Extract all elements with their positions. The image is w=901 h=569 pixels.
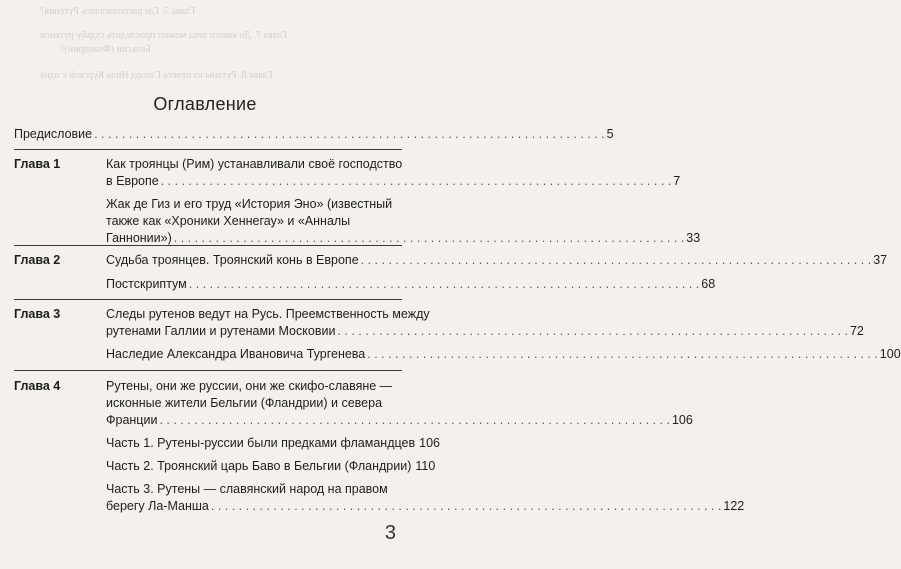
toc-page-number: 68 xyxy=(701,277,716,291)
page-number: 3 xyxy=(384,522,396,544)
toc-page-number: 5 xyxy=(606,127,614,141)
divider xyxy=(14,299,402,300)
toc-entry-text: также как «Хроники Хеннегау» и «Анналы xyxy=(106,214,351,228)
ghost-line: Глава 7. До какого века можно проследить судьбу рутенов xyxy=(40,30,288,41)
leader-dots xyxy=(161,173,672,190)
toc-entry-text: Судьба троянцев. Троянский конь в Европе xyxy=(106,253,359,267)
chapter-label: Глава 3 xyxy=(14,307,61,321)
leader-dots xyxy=(189,276,700,293)
toc-page-number: 7 xyxy=(673,174,681,188)
toc-page-number: 72 xyxy=(849,324,864,338)
toc-page-number: 110 xyxy=(415,459,436,473)
toc-entry-text: Часть 1. Рутены-руссии были предками фламандцев xyxy=(106,436,416,450)
toc-page-number: 33 xyxy=(686,231,701,245)
leader-dots xyxy=(367,346,878,363)
leader-dots xyxy=(211,498,722,515)
chapter-label: Глава 2 xyxy=(14,253,61,267)
toc-entry-text: Часть 2. Троянский царь Баво в Бельгии (Фландрии) xyxy=(106,459,412,473)
toc-page-number: 122 xyxy=(723,499,745,513)
ghost-line: Бельгии (Фландрии)? xyxy=(60,44,152,55)
page-title: Оглавление xyxy=(153,94,257,114)
toc-entry-text: Рутены, они же руссии, они же скифо-славяне — xyxy=(106,379,393,393)
toc-entry-text: берегу Ла-Манша xyxy=(106,499,209,513)
divider xyxy=(14,149,402,150)
toc-page-number: 106 xyxy=(671,413,693,427)
show-through-text xyxy=(0,0,410,80)
toc-page-number: 37 xyxy=(873,253,888,267)
leader-dots xyxy=(337,323,848,340)
divider xyxy=(14,245,402,246)
toc-entry-text: рутенами Галлии и рутенами Московии xyxy=(106,324,336,338)
toc-entry-text: в Европе xyxy=(106,174,159,188)
toc-entry-text: Часть 3. Рутены — славянский народ на правом xyxy=(106,482,388,496)
toc-entry-text: Следы рутенов ведут на Русь. Преемственность между xyxy=(106,307,430,321)
toc-page-number: 106 xyxy=(419,436,440,450)
ghost-line: Глава 5. Где располагалась Рутения? xyxy=(40,6,196,17)
leader-dots xyxy=(361,252,872,269)
toc-entry-text: Как троянцы (Рим) устанавливали своё господство xyxy=(106,157,403,171)
chapter-label: Глава 1 xyxy=(14,157,61,171)
chapter-label: Глава 4 xyxy=(14,379,61,393)
divider xyxy=(14,370,402,371)
toc-entry-text: Наследие Александра Ивановича Тургенева xyxy=(106,347,366,361)
leader-dots xyxy=(94,126,605,143)
toc-entry-text: Франции xyxy=(106,413,158,427)
ghost-line: Глава 8. Рутены из отчета Гэлорд Нила Курской с одна xyxy=(40,70,273,81)
toc-entry-text: Ганнонии») xyxy=(106,231,172,245)
toc-entry-text: Жак де Гиз и его труд «История Эно» (известный xyxy=(106,197,393,211)
leader-dots xyxy=(159,412,670,429)
toc-entry-text: Постскриптум xyxy=(106,277,187,291)
toc-page-number: 100 xyxy=(879,347,901,361)
toc-entry-text: Предисловие xyxy=(14,127,93,141)
toc-entry-text: исконные жители Бельгии (Фландрии) и севера xyxy=(106,396,383,410)
